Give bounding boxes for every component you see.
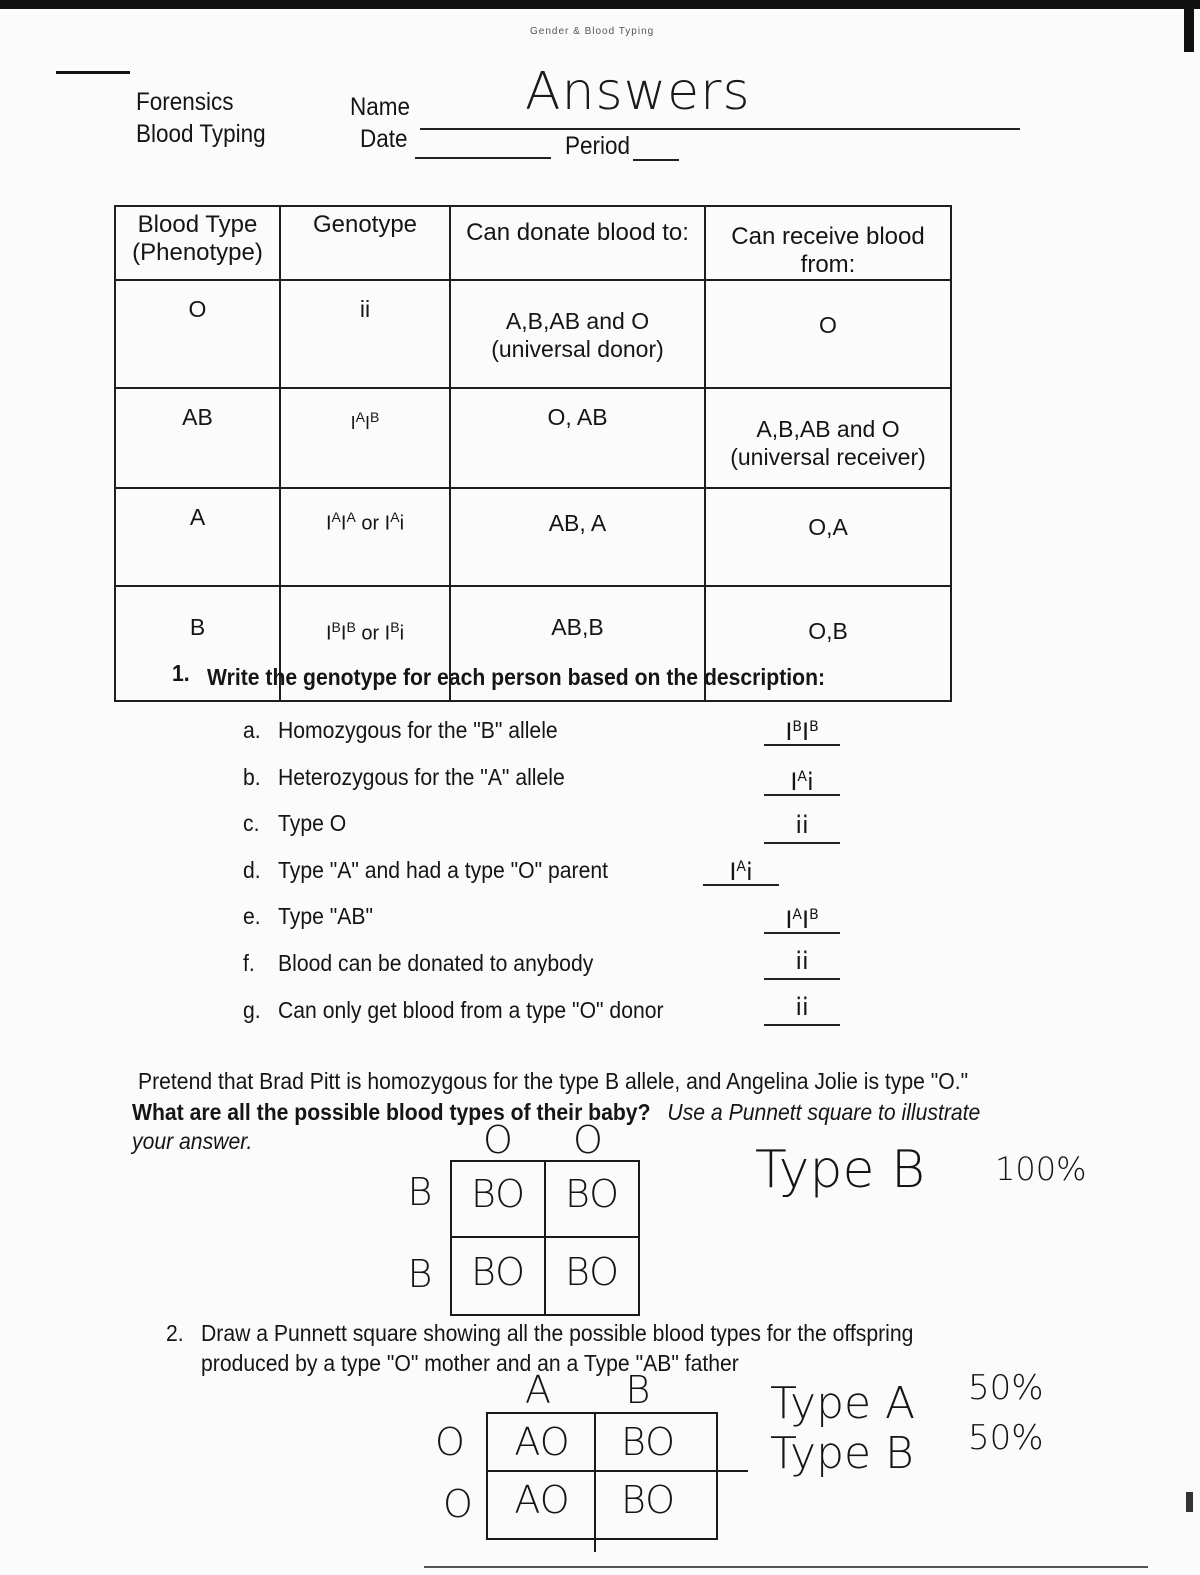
q1b-letter: b. [243,764,261,790]
course-label: Forensics [136,88,234,116]
q1c-letter: c. [243,810,260,836]
punnett1-cell: BO [564,1172,620,1216]
cell-genotype: $I^BI^B$ or $I^Bi$ [280,586,450,701]
staple-mark [56,71,130,74]
q2-line2: produced by a type "O" mother and an a Type "AB" father [201,1350,739,1376]
brad-line3: your answer. [132,1128,253,1154]
cell-donate [450,280,705,388]
q1-number: 1. [172,660,190,686]
cell-receive [705,388,951,488]
q2-answer1-percent: 50% [968,1368,1044,1408]
punnett2-cell: AO [514,1478,570,1522]
punnett1-side-label-2: B [407,1252,433,1296]
receive-text: A,B,AB and O [756,416,900,442]
q2-answer2: Type B [770,1428,914,1479]
q1a-letter: a. [243,717,261,743]
table-row [115,280,951,388]
date-line [415,157,551,159]
punnett2-top-label-2: B [625,1368,651,1412]
donate-note: (universal donor) [491,336,664,362]
punnett2-side-label-2: O [443,1482,473,1526]
punnett1-top-label-2: O [573,1118,603,1162]
header-genotype: Genotype [280,206,450,280]
q1e-text: Type "AB" [278,903,374,929]
running-head: Gender & Blood Typing [530,26,655,37]
q1d-answer: $I^Ai$ [703,850,779,886]
cell-donate: AB,B [450,586,705,701]
q1f-letter: f. [243,950,255,976]
q2-line1: Draw a Punnett square showing all the possible blood types for the offspring [201,1320,914,1346]
q2-answer1: Type A [770,1378,916,1429]
q1a-answer: $I^BI^B$ [764,710,840,746]
cell-type: B [115,586,280,701]
name-line [420,128,1020,130]
header-receive: Can receive blood from: [705,206,951,280]
brad-answer-percent: 100% [995,1150,1087,1188]
cell-type: AB [115,388,280,488]
q1f-text: Blood can be donated to anybody [278,950,594,976]
q1b-answer: $I^Ai$ [764,760,840,796]
name-handwritten: Answers [525,62,751,122]
table-row [115,388,951,488]
q1e-letter: e. [243,903,261,929]
bottom-edge-line [424,1566,1148,1568]
punnett2-top-label-1: A [525,1368,551,1412]
period-label: Period [565,132,631,160]
cell-receive: O [705,280,951,388]
punnett1-cell: BO [470,1250,526,1294]
punnett2-cell: BO [620,1420,676,1464]
cell-receive: O,A [705,488,951,586]
scan-top-edge [0,0,1200,9]
scan-right-mark [1186,1492,1193,1512]
brad-instruction: Use a Punnett square to illustrate [667,1099,981,1125]
brad-line1: Pretend that Brad Pitt is homozygous for the type B allele, and Angelina Jolie is type "O." [138,1068,969,1094]
q2-number: 2. [166,1320,184,1346]
punnett2-divider-h [486,1470,748,1472]
cell-donate: AB, A [450,488,705,586]
cell-type: A [115,488,280,586]
punnett2-cell: BO [620,1478,676,1522]
punnett1-cell: BO [564,1250,620,1294]
punnett2-side-label-1: O [435,1420,465,1464]
cell-genotype: $I^AI^A$ or $I^Ai$ [280,488,450,586]
q1g-answer: ii [764,990,840,1026]
table-row [115,488,951,586]
q1f-answer: ii [764,944,840,980]
q1g-text: Can only get blood from a type "O" donor [278,997,664,1023]
cell-genotype: $I^AI^B$ [280,388,450,488]
period-line [633,159,679,161]
q1-prompt: Write the genotype for each person based on the description: [207,664,826,690]
cell-type: O [115,280,280,388]
name-label: Name [350,93,411,121]
header-donate: Can donate blood to: [450,206,705,280]
brad-line2 [132,1099,980,1126]
q1d-text: Type "A" and had a type "O" parent [278,857,609,883]
punnett1-side-label-1: B [407,1170,433,1214]
punnett2-cell: AO [514,1420,570,1464]
date-label: Date [360,125,408,153]
header-phenotype: Blood Type (Phenotype) [115,206,280,280]
punnett2-divider-v [594,1412,596,1552]
punnett1-cell: BO [470,1172,526,1216]
cell-donate: O, AB [450,388,705,488]
brad-question: What are all the possible blood types of their baby? [132,1099,651,1125]
donate-text: A,B,AB and O [505,308,650,334]
q1b-text: Heterozygous for the "A" allele [278,764,565,790]
q1c-answer: ii [764,808,840,844]
punnett1-top-label-1: O [483,1118,513,1162]
cell-genotype: ii [280,280,450,388]
cell-receive: O,B [705,586,951,701]
topic-label: Blood Typing [136,120,266,148]
q1e-answer: $I^AI^B$ [764,898,840,934]
scan-right-edge [1184,0,1194,52]
q1g-letter: g. [243,997,261,1023]
q1a-text: Homozygous for the "B" allele [278,717,558,743]
q1c-text: Type O [278,810,347,836]
brad-answer: Type B [755,1140,926,1200]
receive-note: (universal receiver) [730,444,926,470]
punnett1-divider-h [450,1236,638,1238]
q1d-letter: d. [243,857,261,883]
q2-answer2-percent: 50% [968,1418,1044,1458]
blood-type-table [114,205,952,702]
